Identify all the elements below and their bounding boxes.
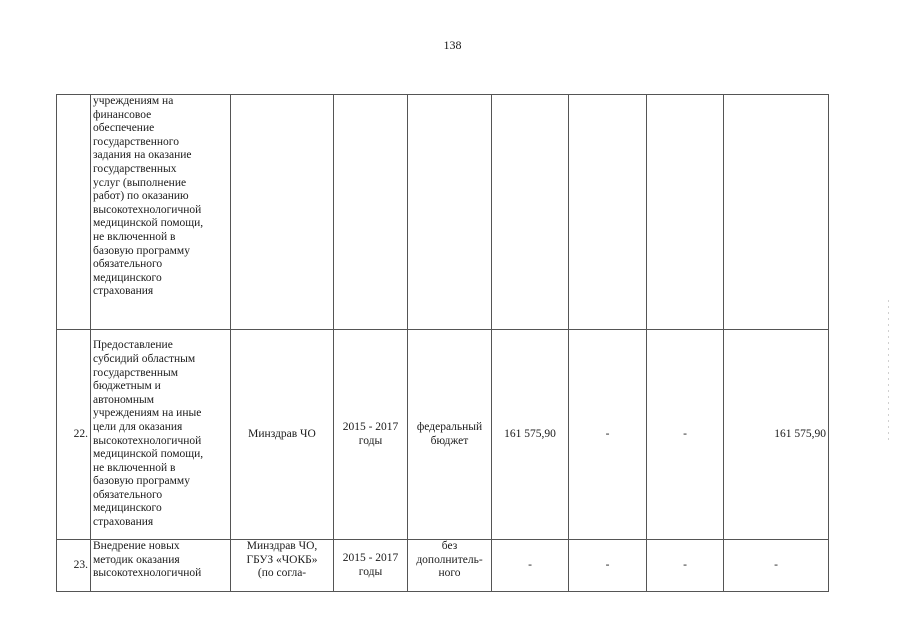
- row-col8: 161 575,90: [724, 330, 829, 540]
- row-executor: Минздрав ЧО, ГБУЗ «ЧОКБ» (по согла-: [231, 540, 334, 592]
- table-row: [57, 95, 829, 330]
- row-number: 22.: [57, 330, 91, 540]
- row-total: 161 575,90: [492, 330, 569, 540]
- row-col7: -: [647, 330, 724, 540]
- row-col8: -: [724, 540, 829, 592]
- row-col7: [647, 95, 724, 330]
- row-number: 23.: [57, 540, 91, 592]
- row-col6: -: [569, 330, 647, 540]
- row-total: [492, 95, 569, 330]
- row-col6: [569, 95, 647, 330]
- row-total: -: [492, 540, 569, 592]
- row-description: Предоставление субсидий областным государственным бюджетным и автономным учреждениям на иные цели для оказания высокотехнологичной медицинской помощи, не включенной в базовую программу обязательного медицинского страхования: [91, 330, 231, 540]
- row-period: [334, 95, 408, 330]
- table-row: [57, 330, 829, 540]
- row-period: 2015 - 2017 годы: [334, 330, 408, 540]
- measures-table: [56, 94, 829, 592]
- row-source: [408, 95, 492, 330]
- row-col7: -: [647, 540, 724, 592]
- row-col6: -: [569, 540, 647, 592]
- row-number: [57, 95, 91, 330]
- table-row: [57, 540, 829, 592]
- row-description: Внедрение новых методик оказания высокотехнологичной: [91, 540, 231, 592]
- row-executor: [231, 95, 334, 330]
- row-description: учреждениям на финансовое обеспечение государственного задания на оказание государственных услуг (выполнение работ) по оказанию высокотехнологичной медицинской помощи, не включенной в базовую программу обязательного медицинского страхования: [91, 95, 231, 330]
- scan-artifact: [888, 300, 889, 440]
- row-period: 2015 - 2017 годы: [334, 540, 408, 592]
- row-source: без дополнитель- ного: [408, 540, 492, 592]
- page-number: 138: [443, 38, 462, 52]
- row-col8: [724, 95, 829, 330]
- row-executor: Минздрав ЧО: [231, 330, 334, 540]
- row-source: федеральный бюджет: [408, 330, 492, 540]
